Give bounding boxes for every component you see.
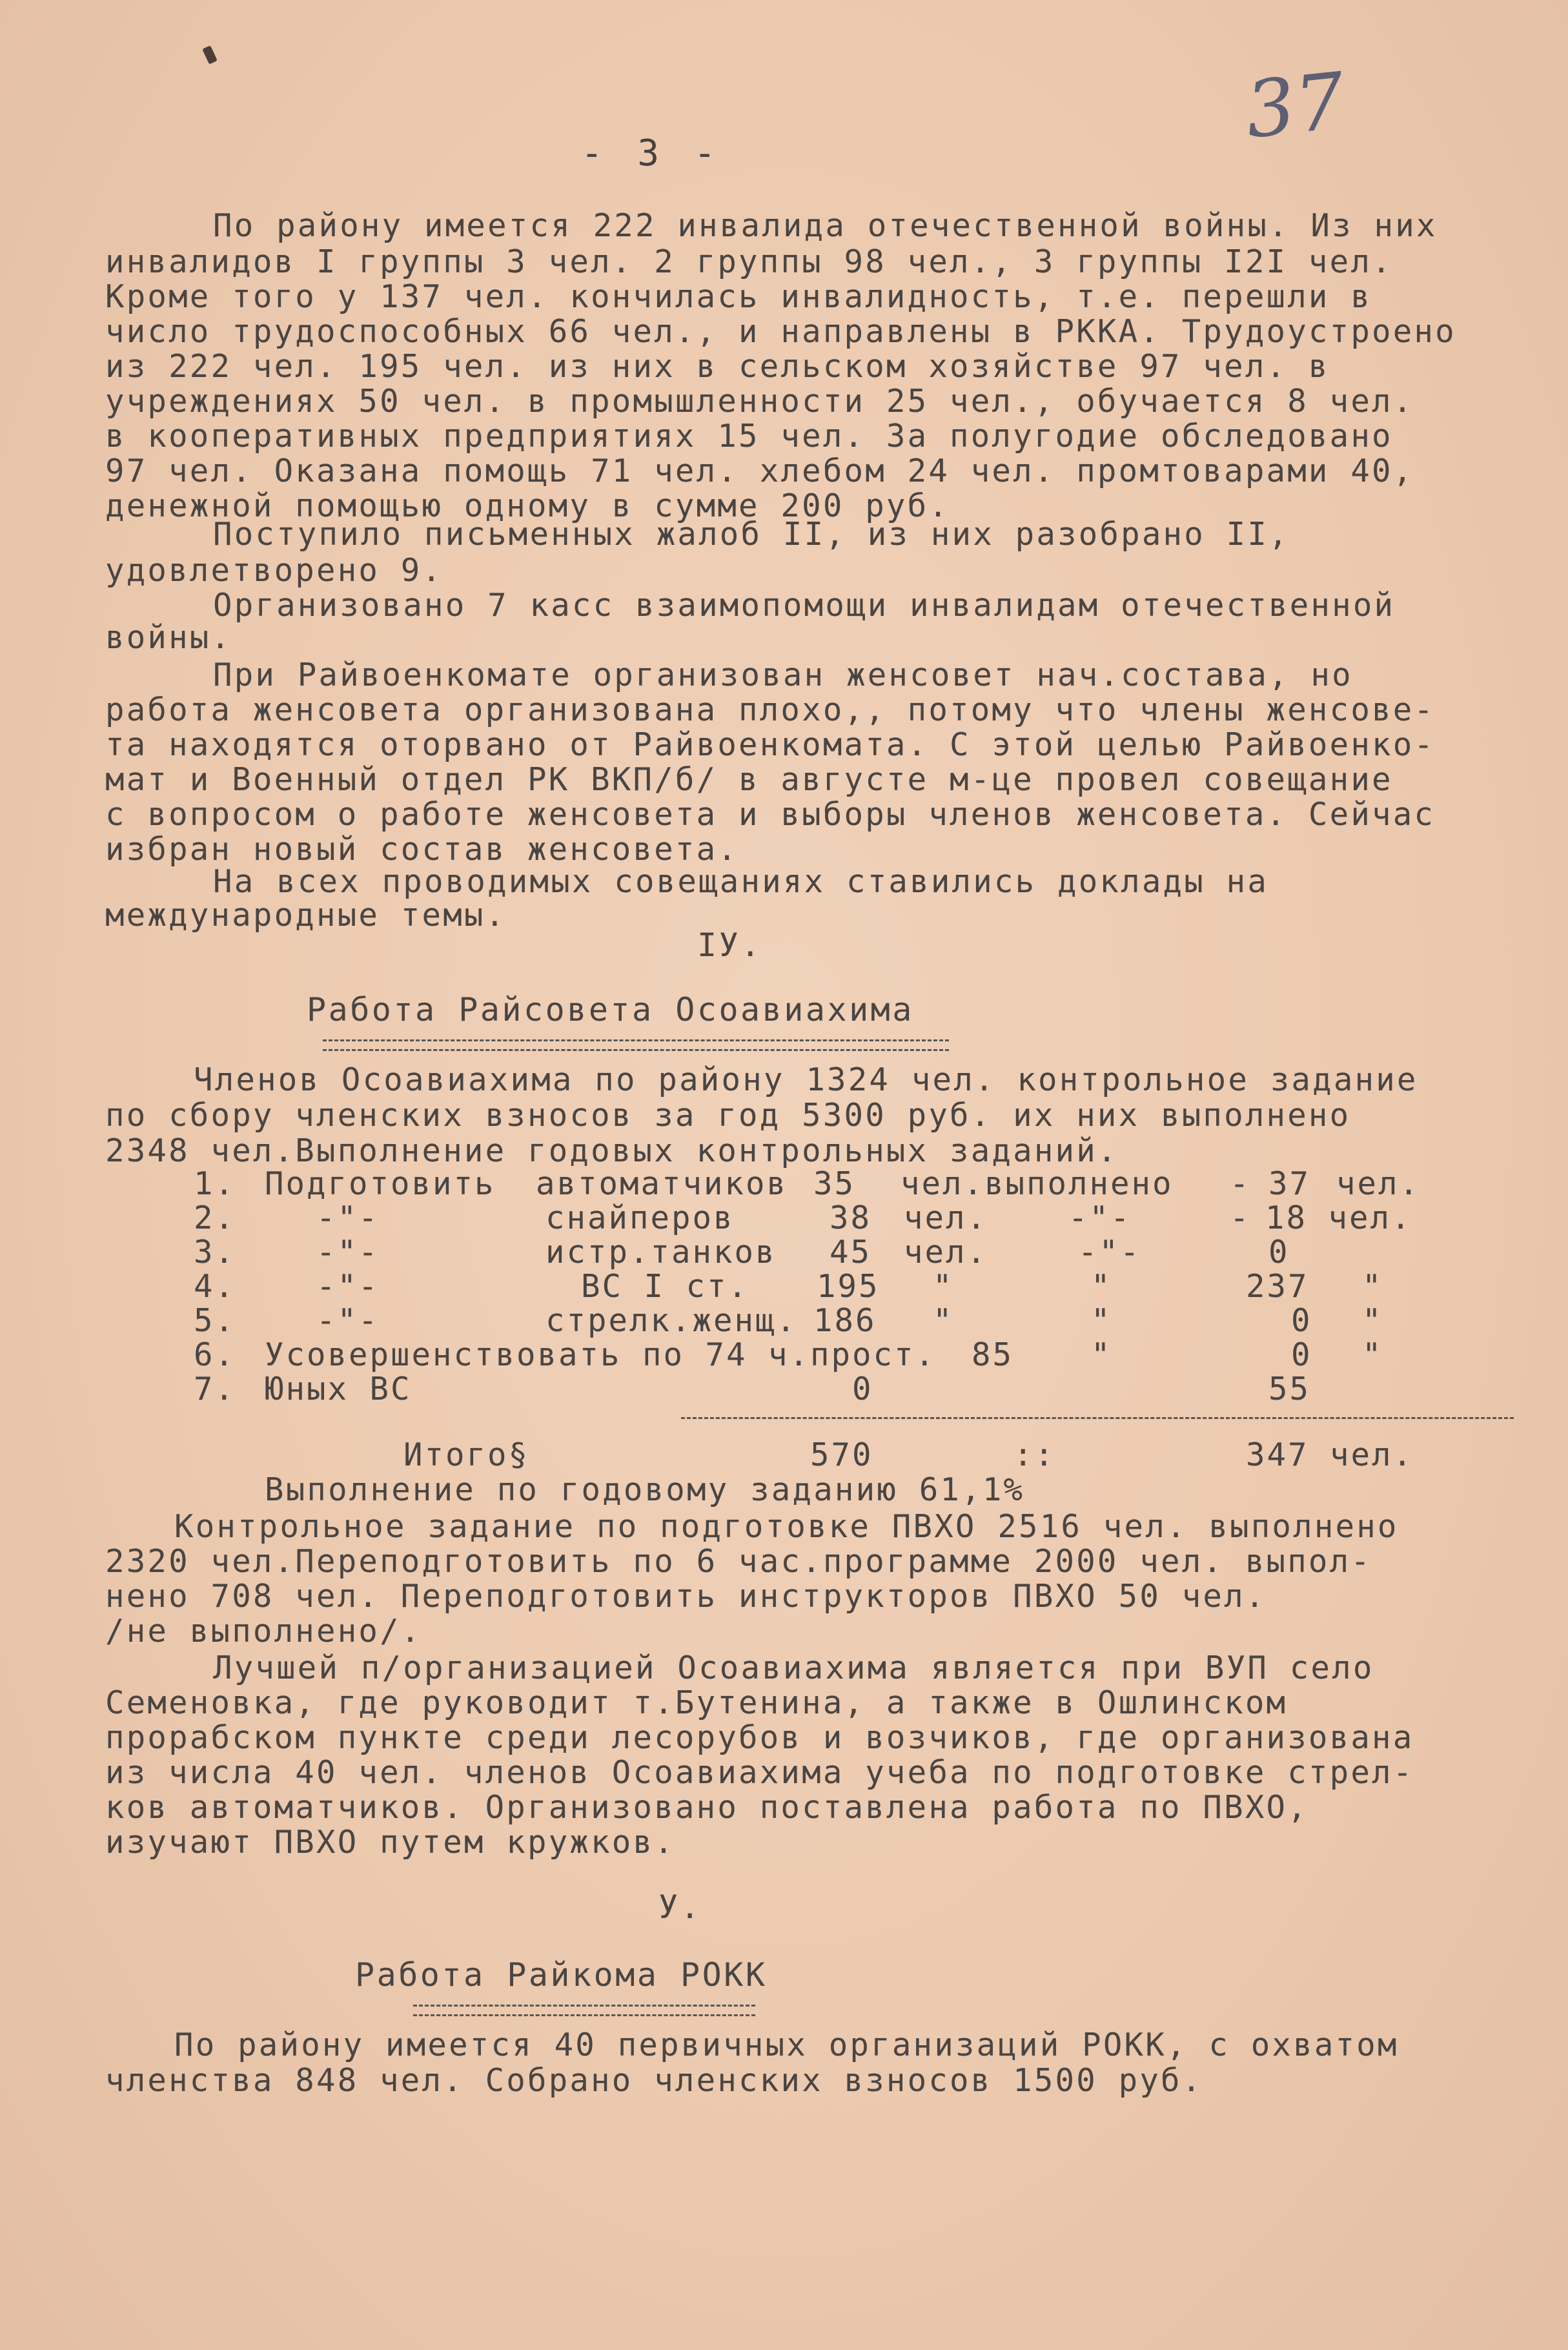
row-action: -"- (316, 1268, 380, 1305)
row-done-unit: чел. (1336, 1165, 1421, 1202)
body-line: избран новый состав женсовета. (105, 831, 739, 868)
row-plan: 195 (817, 1268, 880, 1305)
row-done: 0 (1268, 1234, 1290, 1271)
row-unit: " (933, 1302, 954, 1339)
total-done: 347 чел. (1246, 1436, 1414, 1473)
body-line: с вопросом о работе женсовета и выборы членов женсовета. Сейчас (105, 796, 1436, 833)
body-line: число трудоспособных 66 чел., и направлены в РККА. Трудоустроено (105, 313, 1456, 350)
row-ditto: -"- (1078, 1234, 1141, 1271)
section-title: Работа Райсовета Осоавиахима (307, 991, 914, 1028)
body-line: По району имеется 222 инвалида отечественной войны. Из них (213, 207, 1438, 244)
body-line: изучают ПВХО путем кружков. (105, 1824, 675, 1861)
body-line: удовлетворено 9. (105, 552, 443, 589)
row-category: стрелк.женщ. (545, 1302, 798, 1339)
body-line: из 222 чел. 195 чел. из них в сельском хозяйстве 97 чел. в (105, 348, 1330, 385)
body-line: нено 708 чел. Переподготовить инструкторов ПВХО 50 чел. (105, 1578, 1267, 1615)
row-number: 7. (194, 1371, 236, 1407)
row-done-unit: " (1362, 1268, 1383, 1305)
totals-divider (681, 1417, 1514, 1419)
row-dash: - (1230, 1165, 1251, 1202)
row-action: Юных ВС (265, 1371, 412, 1407)
body-line: из числа 40 чел. членов Осоавиахима учеба по подготовке стрел- (105, 1754, 1414, 1791)
total-label: Итого§ (403, 1436, 530, 1473)
section-numeral: У. (658, 1888, 702, 1926)
body-line: та находятся оторвано от Райвоенкомата. С этой целью Райвоенко- (105, 726, 1436, 763)
execution-line: Выполнение по годовому заданию 61,1% (265, 1471, 1025, 1508)
row-category: автоматчиков (536, 1165, 788, 1202)
body-line: 2320 чел.Переподготовить по 6 час.программе 2000 чел. выпол- (105, 1543, 1372, 1580)
body-line: По району имеется 40 первичных организаций РОКК, с охватом (174, 2027, 1399, 2063)
row-plan: 45 (830, 1234, 872, 1271)
row-plan: 35 (813, 1165, 856, 1202)
body-line: денежной помощью одному в сумме 200 руб. (105, 487, 950, 524)
total-plan: 570 (810, 1436, 873, 1473)
body-line: работа женсовета организована плохо,, потому что члены женсове- (105, 691, 1436, 728)
body-line: Членов Осоавиахима по району 1324 чел. контрольное задание (194, 1061, 1418, 1098)
row-ditto: " (1091, 1268, 1112, 1305)
body-line: Кроме того у 137 чел. кончилась инвалидность, т.е. перешли в (105, 278, 1372, 315)
row-action: -"- (316, 1302, 380, 1339)
body-line: войны. (105, 619, 232, 656)
row-plan: 0 (852, 1371, 873, 1407)
body-line: На всех проводимых совещаниях ставились доклады на (213, 863, 1269, 900)
body-line: Поступило письменных жалоб II, из них разобрано II, (213, 516, 1290, 553)
body-line: в кооперативных предприятиях 15 чел. За полугодие обследовано (105, 418, 1393, 455)
row-action: Подготовить (265, 1165, 496, 1202)
body-line: членства 848 чел. Собрано членских взносов 1500 руб. (105, 2062, 1203, 2099)
row-plan: 85 (972, 1336, 1014, 1373)
body-line: /не выполнено/. (105, 1613, 422, 1650)
row-done: 18 чел. (1265, 1200, 1412, 1236)
body-line: Контрольное задание по подготовке ПВХО 2516 чел. выполнено (174, 1508, 1399, 1545)
body-line: При Райвоенкомате организован женсовет нач.состава, но (213, 657, 1353, 693)
row-ditto: " (1091, 1336, 1112, 1373)
body-line: международные темы. (105, 897, 507, 934)
row-dash: - (1230, 1200, 1251, 1236)
row-ditto: -"- (1068, 1200, 1132, 1236)
row-unit: чел. (904, 1234, 988, 1271)
handwritten-page-mark: 37 (1241, 56, 1349, 156)
row-number: 2. (194, 1200, 236, 1236)
section-numeral: IУ. (697, 926, 762, 964)
total-separator: :: (1013, 1436, 1056, 1473)
body-line: Лучшей п/организацией Осоавиахима является при ВУП село (213, 1650, 1374, 1686)
row-action: -"- (316, 1234, 380, 1271)
row-done-unit: " (1362, 1302, 1383, 1339)
row-number: 4. (194, 1268, 236, 1305)
row-unit: чел. (904, 1200, 988, 1236)
body-line: 97 чел. Оказана помощь 71 чел. хлебом 24 чел. промтоварами 40, (105, 453, 1414, 489)
row-done: 37 (1268, 1165, 1311, 1202)
ink-blot (202, 45, 218, 64)
body-line: мат и Военный отдел РК ВКП/б/ в августе м-це провел совещание (105, 761, 1393, 798)
row-done: 237 (1246, 1268, 1309, 1305)
row-action: Усовершенствовать по 74 ч.прост. (265, 1336, 937, 1373)
body-line: Организовано 7 касс взаимопомощи инвалидам отечественной (213, 587, 1396, 624)
row-plan: 38 (830, 1200, 872, 1236)
row-number: 3. (194, 1234, 236, 1271)
body-line: 2348 чел.Выполнение годовых контрольных заданий. (105, 1132, 1119, 1169)
row-category: ВС I ст. (581, 1268, 749, 1305)
section-title: Работа Райкома РОКК (355, 1956, 768, 1994)
page-number: - 3 - (581, 132, 722, 174)
row-number: 6. (194, 1336, 236, 1373)
row-unit: чел.выполнено (901, 1165, 1174, 1202)
row-done: 0 (1291, 1336, 1312, 1373)
row-unit: " (933, 1268, 954, 1305)
row-done-unit: " (1362, 1336, 1383, 1373)
body-line: по сбору членских взносов за год 5300 руб. их них выполнено (105, 1097, 1351, 1134)
body-line: учреждениях 50 чел. в промышленности 25 чел., обучается 8 чел. (105, 383, 1414, 420)
title-underline (413, 2005, 755, 2016)
row-done: 0 (1291, 1302, 1312, 1339)
row-category: истр.танков (545, 1234, 777, 1271)
row-ditto: " (1091, 1302, 1112, 1339)
title-underline (323, 1039, 949, 1051)
row-done: 55 (1268, 1371, 1311, 1407)
body-line: ков автоматчиков. Организовано поставлена работа по ПВХО, (105, 1789, 1308, 1826)
body-line: прорабском пункте среди лесорубов и возчиков, где организована (105, 1719, 1414, 1756)
body-line: инвалидов I группы 3 чел. 2 группы 98 чел., 3 группы I2I чел. (105, 243, 1393, 280)
row-category: снайперов (545, 1200, 735, 1236)
row-plan: 186 (813, 1302, 877, 1339)
row-number: 5. (194, 1302, 236, 1339)
body-line: Семеновка, где руководит т.Бутенина, а также в Ошлинском (105, 1684, 1288, 1721)
row-number: 1. (194, 1165, 236, 1202)
row-action: -"- (316, 1200, 380, 1236)
